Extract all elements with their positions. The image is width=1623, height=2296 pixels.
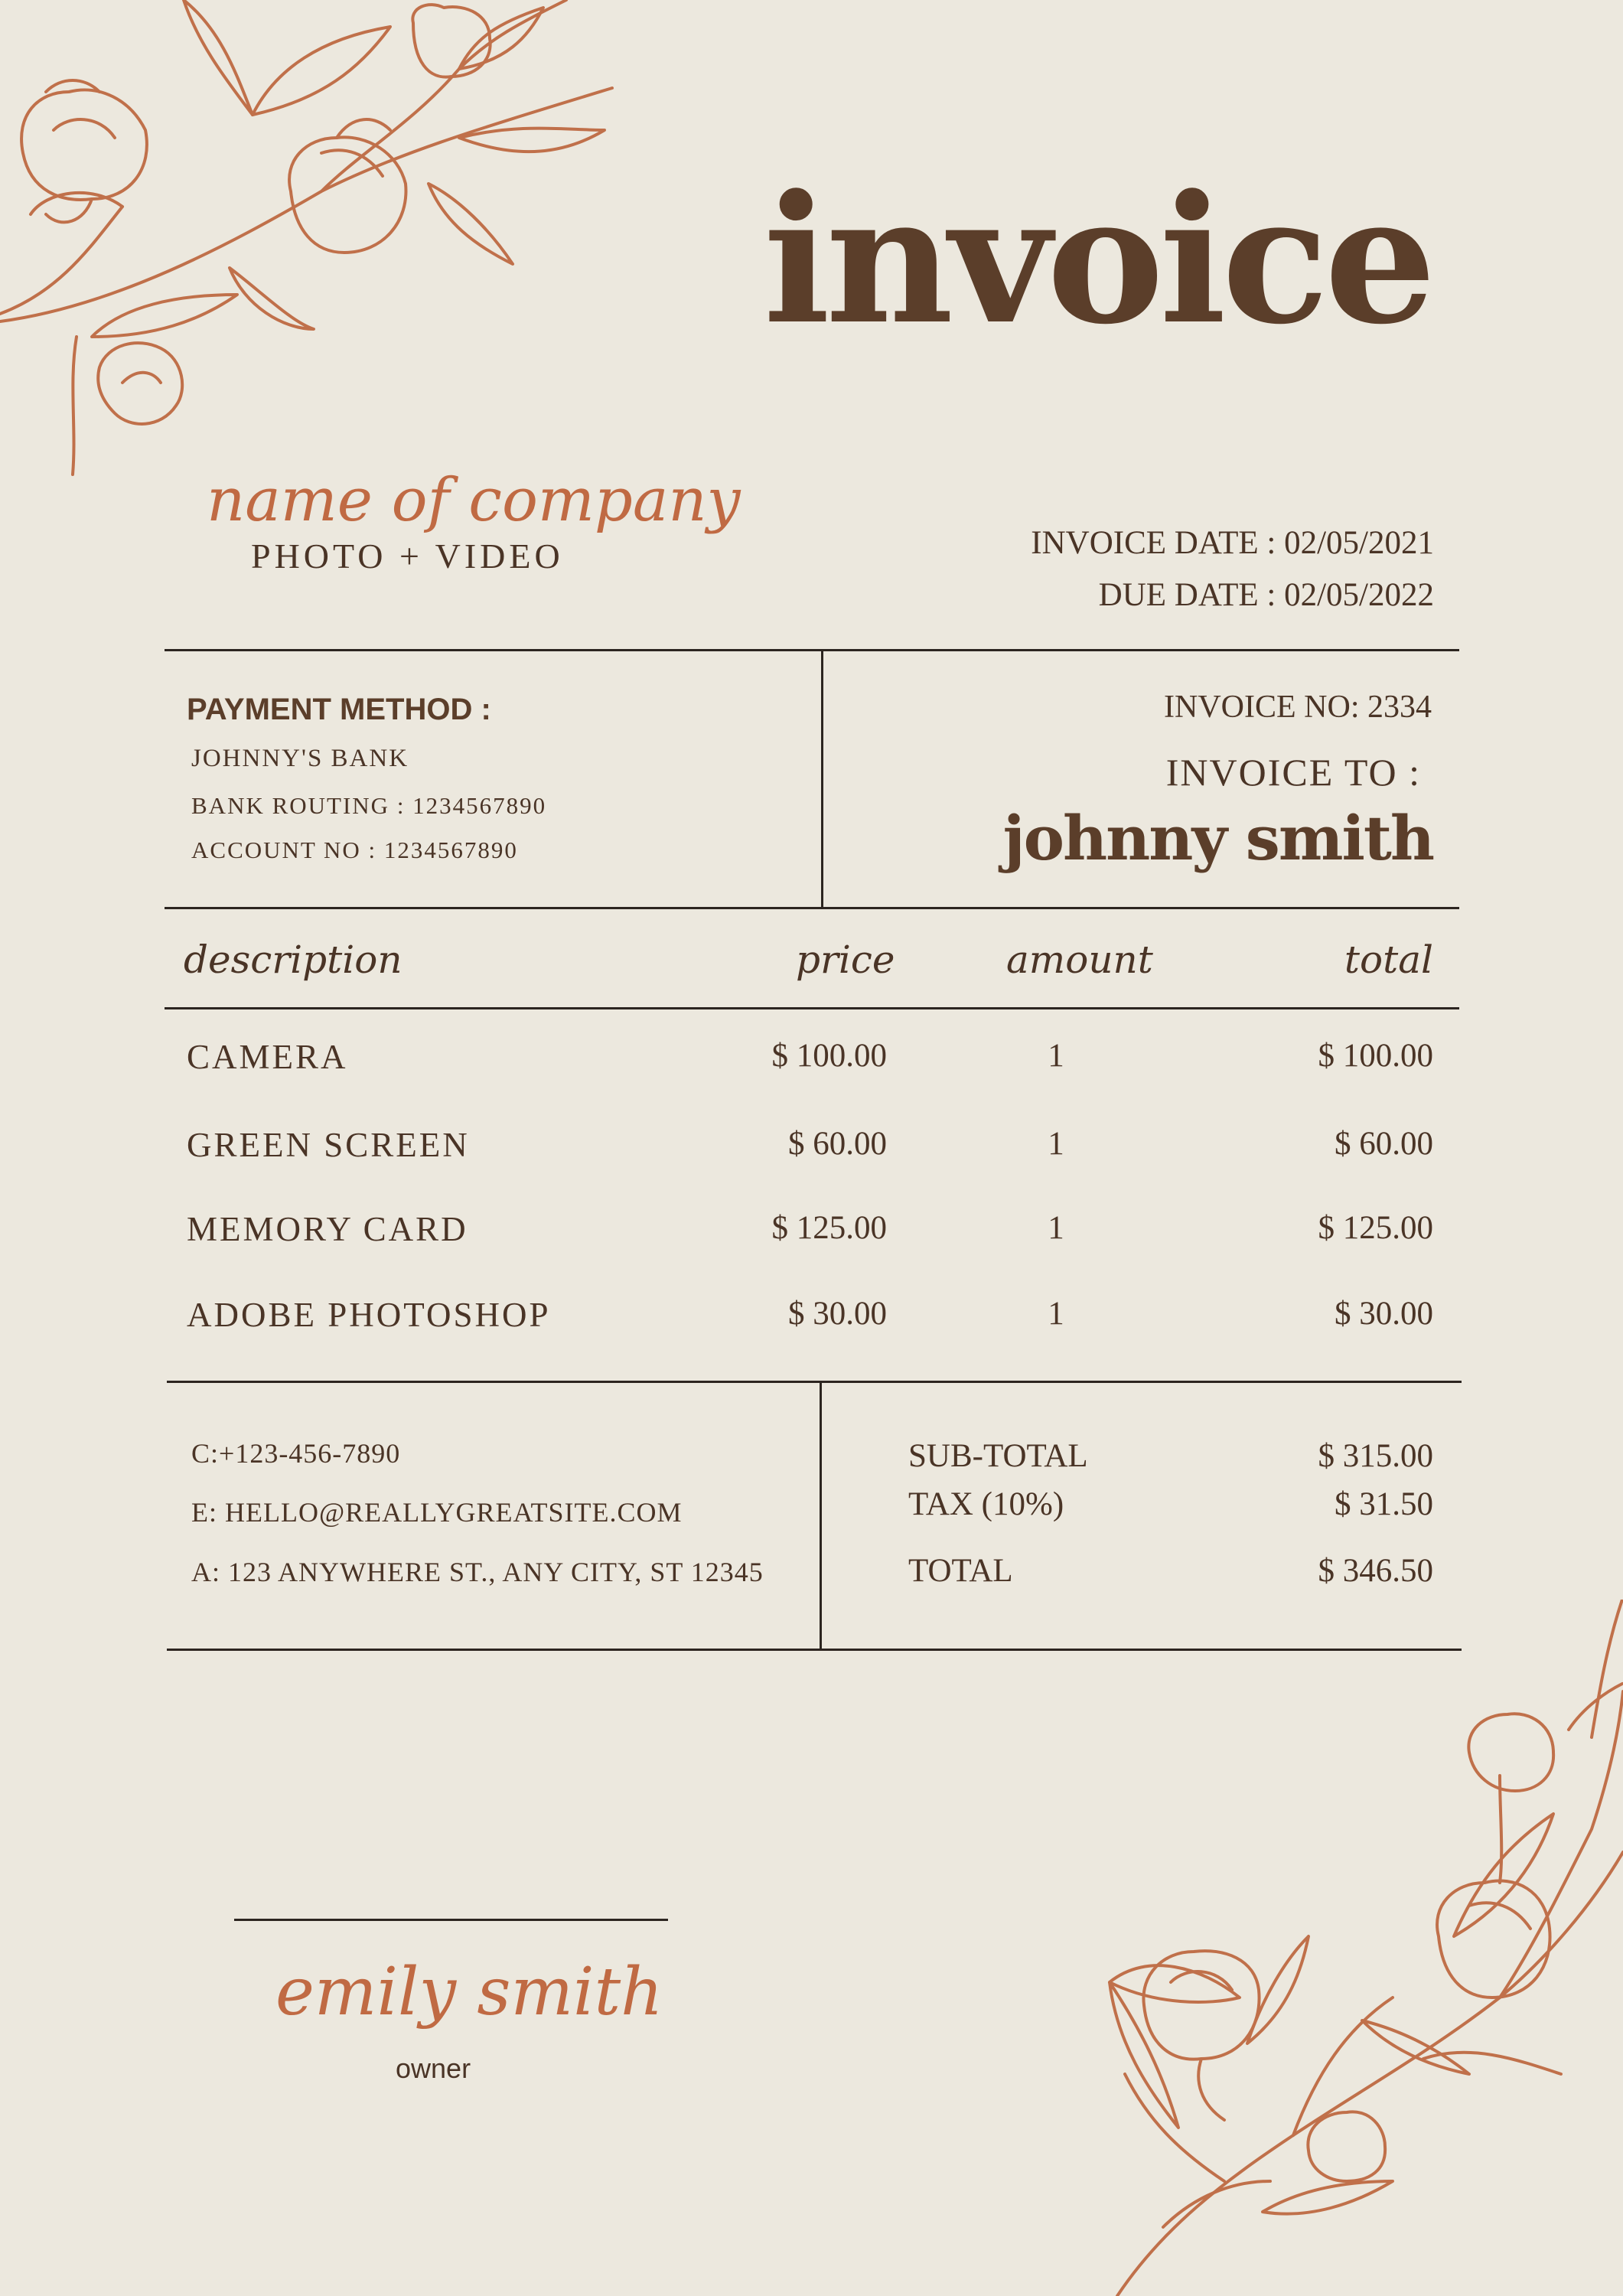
payment-account: ACCOUNT NO : 1234567890 bbox=[191, 837, 518, 863]
column-header-total: total bbox=[1344, 938, 1433, 982]
due-date: DUE DATE : 02/05/2022 bbox=[1098, 577, 1434, 613]
payment-method-label: PAYMENT METHOD : bbox=[187, 693, 491, 726]
invoice-to-label: INVOICE TO : bbox=[1165, 751, 1421, 794]
row-amount: 1 bbox=[1048, 1038, 1064, 1074]
divider-table-header bbox=[165, 1007, 1459, 1009]
row-amount: 1 bbox=[1048, 1296, 1064, 1332]
signature-role: owner bbox=[396, 2053, 471, 2084]
contact-address: A: 123 ANYWHERE ST., ANY CITY, ST 12345 bbox=[191, 1557, 764, 1587]
column-header-amount: amount bbox=[1006, 938, 1153, 982]
row-description: CAMERA bbox=[187, 1038, 348, 1076]
row-total: $ 125.00 bbox=[1318, 1210, 1433, 1246]
signature-name: emily smith bbox=[275, 1954, 663, 2030]
contact-email: E: HELLO@REALLYGREATSITE.COM bbox=[191, 1497, 683, 1528]
row-amount: 1 bbox=[1048, 1210, 1064, 1246]
invoice-date: INVOICE DATE : 02/05/2021 bbox=[1031, 525, 1434, 561]
invoice-number: INVOICE NO: 2334 bbox=[1164, 690, 1432, 725]
invoice-title: invoice bbox=[763, 157, 1432, 364]
total-value: $ 346.50 bbox=[1318, 1553, 1433, 1589]
floral-top-left-illustration bbox=[0, 0, 627, 490]
subtotal-value: $ 315.00 bbox=[1318, 1438, 1433, 1474]
column-header-price: price bbox=[796, 938, 895, 982]
divider-footer-vertical bbox=[820, 1382, 822, 1650]
row-amount: 1 bbox=[1048, 1126, 1064, 1162]
tax-label: TAX (10%) bbox=[908, 1486, 1064, 1522]
column-header-description: description bbox=[184, 938, 402, 982]
company-name: name of company bbox=[207, 466, 741, 535]
divider-table-bottom bbox=[167, 1381, 1462, 1383]
divider-header-vertical bbox=[821, 651, 823, 908]
row-total: $ 100.00 bbox=[1318, 1038, 1433, 1074]
row-price: $ 60.00 bbox=[788, 1126, 887, 1162]
divider-top bbox=[165, 649, 1459, 651]
payment-bank: JOHNNY'S BANK bbox=[191, 745, 409, 772]
row-price: $ 30.00 bbox=[788, 1296, 887, 1332]
row-total: $ 60.00 bbox=[1335, 1126, 1433, 1162]
row-description: GREEN SCREEN bbox=[187, 1126, 470, 1164]
row-description: MEMORY CARD bbox=[187, 1210, 468, 1248]
subtotal-label: SUB-TOTAL bbox=[908, 1438, 1088, 1474]
contact-phone: C:+123-456-7890 bbox=[191, 1438, 401, 1469]
divider-header-bottom bbox=[165, 907, 1459, 909]
client-name: johnny smith bbox=[1002, 802, 1433, 874]
tax-value: $ 31.50 bbox=[1335, 1486, 1433, 1522]
company-tagline: PHOTO + VIDEO bbox=[251, 536, 564, 576]
floral-bottom-right-illustration bbox=[1071, 1600, 1623, 2296]
signature-line bbox=[234, 1919, 668, 1921]
row-price: $ 125.00 bbox=[771, 1210, 887, 1246]
total-label: TOTAL bbox=[908, 1553, 1013, 1589]
divider-footer-bottom bbox=[167, 1649, 1462, 1651]
payment-routing: BANK ROUTING : 1234567890 bbox=[191, 792, 547, 819]
row-price: $ 100.00 bbox=[771, 1038, 887, 1074]
row-total: $ 30.00 bbox=[1335, 1296, 1433, 1332]
row-description: ADOBE PHOTOSHOP bbox=[187, 1296, 551, 1334]
